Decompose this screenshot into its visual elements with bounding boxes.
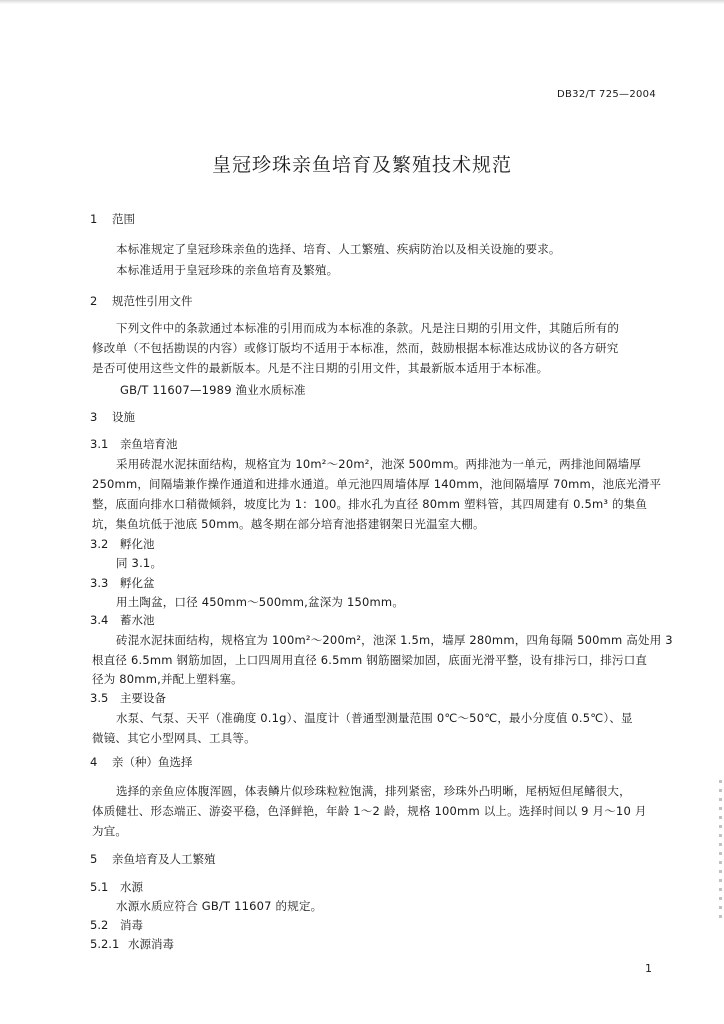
subsection-5-1-heading [90,879,143,895]
subsection-number: 3.2 [90,537,109,551]
paragraph-line: 微镜、其它小型网具、工具等。 [92,731,256,745]
scan-border [0,0,724,4]
subsection-title: 孵化池 [120,537,155,551]
paragraph-line: 水泵、气泵、天平（准确度 0.1g）、温度计（普通型测量范围 0℃～50℃，最小分度值 0.5℃）、显 [116,711,633,725]
section-title: 亲鱼培育及人工繁殖 [112,852,216,866]
scan-edge-marks [719,780,722,920]
subsection-5-2-heading [90,917,143,933]
section-title: 设施 [112,410,135,424]
subsection-title: 消毒 [120,918,143,932]
subsection-3-1-heading [90,436,178,452]
subsection-number: 5.2.1 [90,937,120,951]
section-title: 亲（种）鱼选择 [112,755,193,769]
section-number: 5 [90,852,98,866]
subsection-number: 5.2 [90,918,109,932]
paragraph-line: 用土陶盆，口径 450mm～500mm,盆深为 150mm。 [116,595,405,609]
section-number: 1 [90,212,98,226]
subsection-number: 3.1 [90,437,109,451]
paragraph-line: 本标准规定了皇冠珍珠亲鱼的选择、培育、人工繁殖、疾病防治以及相关设施的要求。 [116,242,561,256]
section-title: 规范性引用文件 [112,294,193,308]
section-number: 2 [90,294,98,308]
paragraph-line: 采用砖混水泥抹面结构，规格宜为 10m²～20m²，池深 500mm。两排池为一单元，两排池间隔墙厚 [116,457,642,471]
paragraph-line: 本标准适用于皇冠珍珠的亲鱼培育及繁殖。 [116,263,339,277]
paragraph-line: 为宜。 [92,824,128,838]
subsection-3-3-heading [90,575,155,591]
paragraph-line: 水源水质应符合 GB/T 11607 的规定。 [116,899,323,913]
section-4-heading [90,754,193,770]
paragraph-line: 坑，集鱼坑低于池底 50mm。越冬期在部分培育池搭建钢架日光温室大棚。 [92,517,485,531]
subsection-title: 孵化盆 [120,576,155,590]
subsection-title: 蓄水池 [120,613,155,627]
paragraph-line: 选择的亲鱼应体腹浑圆，体表鳞片似珍珠粒粒饱满，排列紧密，珍珠外凸明晰，尾柄短但尾鳍很大， [116,784,631,798]
document-title: 皇冠珍珠亲鱼培育及繁殖技术规范 [211,154,512,176]
subsection-3-2-heading [90,536,155,552]
page-number: 1 [645,962,652,975]
section-number: 4 [90,755,98,769]
paragraph-line: 同 3.1。 [116,556,163,570]
paragraph-line: 250mm，间隔墙兼作操作通道和进排水通道。单元池四周墙体厚 140mm，池间隔墙厚 70mm，池底光滑平 [92,477,662,491]
subsection-title: 水源 [120,880,143,894]
subsection-3-4-heading [90,612,155,628]
subsection-3-5-heading [90,690,166,706]
subsection-number: 3.5 [90,691,109,705]
subsection-number: 5.1 [90,880,109,894]
paragraph-line: 砖混水泥抹面结构，规格宜为 100m²～200m²，池深 1.5m，墙厚 280mm，四角每隔 500mm 高处用 3 [116,633,673,647]
paragraph-line: 体质健壮、形态端正、游姿平稳，色泽鲜艳，年龄 1～2 龄，规格 100mm 以上。选择时间以 9 月～10 月 [92,804,647,818]
section-1-heading [90,211,135,227]
subsection-title: 主要设备 [120,691,166,705]
standard-code: DB32/T 725—2004 [557,89,656,100]
subsection-number: 3.3 [90,576,109,590]
paragraph-line: 整，底面向排水口稍微倾斜，坡度比为 1：100。排水孔为直径 80mm 塑料管，其四周建有 0.5m³ 的集鱼 [92,497,648,511]
paragraph-line: 径为 80mm,并配上塑料塞。 [92,672,243,686]
reference-item: GB/T 11607—1989 渔业水质标准 [120,383,306,397]
subsection-title: 亲鱼培育池 [120,437,178,451]
paragraph-line: 下列文件中的条款通过本标准的引用而成为本标准的条款。凡是注日期的引用文件，其随后所有的 [116,321,620,335]
paragraph-line: 根直径 6.5mm 钢筋加固，上口四周用直径 6.5mm 钢筋圈梁加固，底面光滑平整，设有排污口，排污口直 [92,653,648,667]
subsection-5-2-1-heading [90,936,174,952]
section-2-heading [90,293,193,309]
subsection-title: 水源消毒 [128,937,174,951]
section-number: 3 [90,410,98,424]
subsection-number: 3.4 [90,613,109,627]
section-3-heading [90,409,135,425]
paragraph-line: 是否可使用这些文件的最新版本。凡是不注日期的引用文件，其最新版本适用于本标准。 [92,361,549,375]
section-title: 范围 [112,212,135,226]
section-5-heading [90,851,216,867]
paragraph-line: 修改单（不包括勘误的内容）或修订版均不适用于本标准，然而，鼓励根据本标准达成协议的各方研究 [92,341,619,355]
